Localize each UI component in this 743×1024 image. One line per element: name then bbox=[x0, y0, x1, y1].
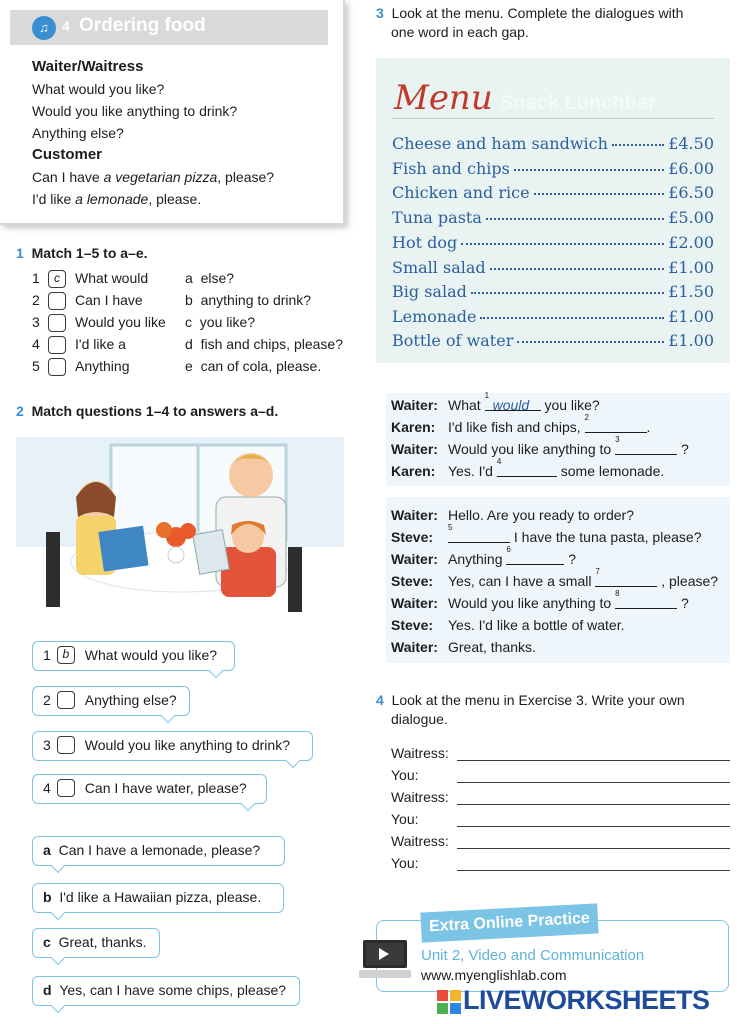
ex2-question: 1 b What would you like? bbox=[32, 641, 235, 671]
ex4-instruction-line2: dialogue. bbox=[391, 711, 448, 727]
answer-box[interactable] bbox=[57, 779, 75, 797]
write-label: You: bbox=[391, 767, 419, 783]
answer-box[interactable] bbox=[48, 292, 66, 310]
write-line[interactable] bbox=[457, 760, 730, 761]
answer-box[interactable]: c bbox=[48, 270, 66, 288]
waiter-line: Would you like anything to drink? bbox=[32, 103, 238, 119]
ex2-question: 2 Anything else? bbox=[32, 686, 190, 716]
answer-box[interactable] bbox=[48, 358, 66, 376]
menu-item: Hot dog £2.00 bbox=[392, 233, 714, 252]
extra-practice-unit: Unit 2, Video and Communication bbox=[421, 947, 645, 964]
ex1-instruction: 1 Match 1–5 to a–e. bbox=[16, 245, 148, 261]
waiter-line: Anything else? bbox=[32, 125, 124, 141]
write-line[interactable] bbox=[457, 804, 730, 805]
menu-item: Bottle of water £1.00 bbox=[392, 331, 714, 350]
ex2-answer: b I'd like a Hawaiian pizza, please. bbox=[32, 883, 284, 913]
audio-speaker-icon[interactable]: ♫ bbox=[32, 16, 56, 40]
ordering-food-number: 4 bbox=[62, 18, 70, 34]
gap-input[interactable]: 6 bbox=[506, 551, 564, 565]
extra-practice-tag: Extra Online Practice bbox=[420, 903, 598, 942]
ex2-answer: d Yes, can I have some chips, please? bbox=[32, 976, 300, 1006]
menu-item: Fish and chips £6.00 bbox=[392, 159, 714, 178]
gap-input[interactable]: 1 would bbox=[485, 397, 541, 411]
ex2-question: 4 Can I have water, please? bbox=[32, 774, 267, 804]
customer-line: I'd like a lemonade, please. bbox=[32, 191, 202, 207]
ordering-food-title: Ordering food bbox=[79, 15, 206, 36]
write-line[interactable] bbox=[457, 870, 730, 871]
gap-input[interactable]: 2 bbox=[585, 419, 647, 433]
customer-line: Can I have a vegetarian pizza, please? bbox=[32, 169, 275, 185]
menu-item: Tuna pasta £5.00 bbox=[392, 208, 714, 227]
extra-practice-url[interactable]: www.myenglishlab.com bbox=[421, 967, 567, 983]
ex2-answer: a Can I have a lemonade, please? bbox=[32, 836, 285, 866]
menu-divider bbox=[392, 118, 714, 119]
answer-box[interactable] bbox=[48, 336, 66, 354]
menu-item: Lemonade £1.00 bbox=[392, 307, 714, 326]
menu-item: Small salad £1.00 bbox=[392, 258, 714, 277]
ex1-row: 3 Would you like c you like? bbox=[32, 314, 256, 330]
answer-box[interactable]: b bbox=[57, 646, 75, 664]
answer-box[interactable] bbox=[57, 736, 75, 754]
menu-faint-heading: Snack Lunchbar bbox=[500, 92, 656, 114]
write-label: You: bbox=[391, 855, 419, 871]
ex3-instruction: 3 Look at the menu. Complete the dialogues with bbox=[376, 5, 684, 21]
menu-item: Cheese and ham sandwich £4.50 bbox=[392, 134, 714, 153]
ex2-question: 3 Would you like anything to drink? bbox=[32, 731, 313, 761]
ex1-row: 1 c What would a else? bbox=[32, 270, 235, 286]
customer-heading: Customer bbox=[32, 146, 103, 163]
write-line[interactable] bbox=[457, 826, 730, 827]
waiter-heading: Waiter/Waitress bbox=[32, 58, 144, 75]
write-line[interactable] bbox=[457, 782, 730, 783]
restaurant-illustration bbox=[16, 437, 344, 615]
answer-box[interactable] bbox=[48, 314, 66, 332]
gap-input[interactable]: 8 bbox=[615, 595, 677, 609]
write-label: Waitress: bbox=[391, 745, 449, 761]
ex2-answer: c Great, thanks. bbox=[32, 928, 160, 958]
ex2-instruction: 2 Match questions 1–4 to answers a–d. bbox=[16, 403, 279, 419]
liveworksheets-logo-icon bbox=[437, 990, 461, 1014]
video-monitor-icon bbox=[359, 938, 411, 980]
answer-box[interactable] bbox=[57, 691, 75, 709]
menu-item: Big salad £1.50 bbox=[392, 282, 714, 301]
liveworksheets-brand: LIVEWORKSHEETS bbox=[463, 985, 710, 1015]
write-line[interactable] bbox=[457, 848, 730, 849]
gap-input[interactable]: 4 bbox=[497, 463, 557, 477]
gap-input[interactable]: 5 bbox=[448, 529, 510, 543]
write-label: You: bbox=[391, 811, 419, 827]
gap-input[interactable]: 7 bbox=[595, 573, 657, 587]
menu-title: Menu bbox=[394, 78, 493, 118]
ex1-row: 2 Can I have b anything to drink? bbox=[32, 292, 312, 308]
waiter-line: What would you like? bbox=[32, 81, 165, 97]
ex1-row: 5 Anything e can of cola, please. bbox=[32, 358, 322, 374]
ex1-row: 4 I'd like a d fish and chips, please? bbox=[32, 336, 344, 352]
ex4-instruction: 4 Look at the menu in Exercise 3. Write your own bbox=[376, 692, 685, 708]
write-label: Waitress: bbox=[391, 789, 449, 805]
write-label: Waitress: bbox=[391, 833, 449, 849]
gap-input[interactable]: 3 bbox=[615, 441, 677, 455]
ex3-instruction-line2: one word in each gap. bbox=[391, 24, 529, 40]
menu-item: Chicken and rice £6.50 bbox=[392, 183, 714, 202]
